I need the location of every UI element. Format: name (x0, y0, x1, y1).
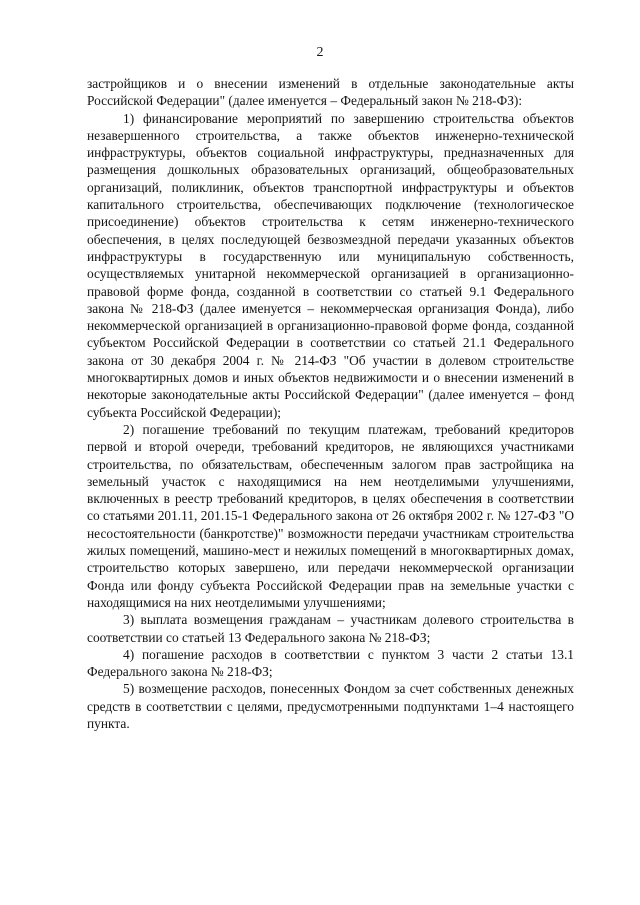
document-body (87, 75, 574, 732)
paragraph-item-1: 1) финансирование мероприятий по завершению строительства объектов незавершенного строительства, а также объектов инженерно-технической инфраструктуры, объектов социальной инфраструктуры, предназначенных для размещения дошкольных образовательных организаций, общеобразовательных организаций, поликлиник, объектов транспортной инфраструктуры и объектов капитального строительства, обеспечивающих подключение (технологическое присоединение) объектов строительства к сетям инженерно-технического обеспечения, в целях последующей безвозмездной передачи указанных объектов инфраструктуры в государственную или муниципальную собственность, осуществляемых унитарной некоммерческой организацией в организационно-правовой форме фонда, созданной в соответствии со статьей 9.1 Федерального закона № 218-ФЗ (далее именуется – некоммерческая организация Фонда), либо некоммерческой организацией в организационно-правовой форме фонда, созданной субъектом Российской Федерации в соответствии со статьей 21.1 Федерального закона от 30 декабря 2004 г. № 214-ФЗ "Об участии в долевом строительстве многоквартирных домов и иных объектов недвижимости и о внесении изменений в некоторые законодательные акты Российской Федерации" (далее именуется – фонд субъекта Российской Федерации); (87, 110, 574, 420)
page-number: 2 (316, 45, 324, 60)
paragraph-item-5: 5) возмещение расходов, понесенных Фондом за счет собственных денежных средств в соответствии с целями, предусмотренными подпунктами 1–4 настоящего пункта. (87, 681, 574, 731)
paragraph-item-3: 3) выплата возмещения гражданам – участникам долевого строительства в соответствии со статьей 13 Федерального закона № 218-ФЗ; (87, 612, 574, 645)
paragraph-item-4: 4) погашение расходов в соответствии с пунктом 3 части 2 статьи 13.1 Федерального закона № 218-ФЗ; (87, 646, 574, 680)
paragraph-item-2: 2) погашение требований по текущим платежам, требований кредиторов первой и второй очереди, требований кредиторов, не являющихся участниками строительства, по обязательствам, обеспеченным залогом прав застройщика на земельный участок с находящимися на нем неотделимыми улучшениями, включенных в реестр требований кредиторов, в целях обеспечения в соответствии со статьями 201.11, 201.15-1 Федерального закона от 26 октября 2002 г. № 127-ФЗ "О несостоятельности (банкротстве)" возможности передачи участникам строительства жилых помещений, машино-мест и нежилых помещений в многоквартирных домах, строительство которых завершено, или передачи некоммерческой организации Фонда или фонду субъекта Российской Федерации прав на земельные участки с находящимися на них неотделимыми улучшениями; (87, 421, 574, 610)
paragraph-intro: застройщиков и о внесении изменений в отдельные законодательные акты Российской Федерации" (далее именуется – Федеральный закон № 218-ФЗ): (87, 76, 574, 109)
